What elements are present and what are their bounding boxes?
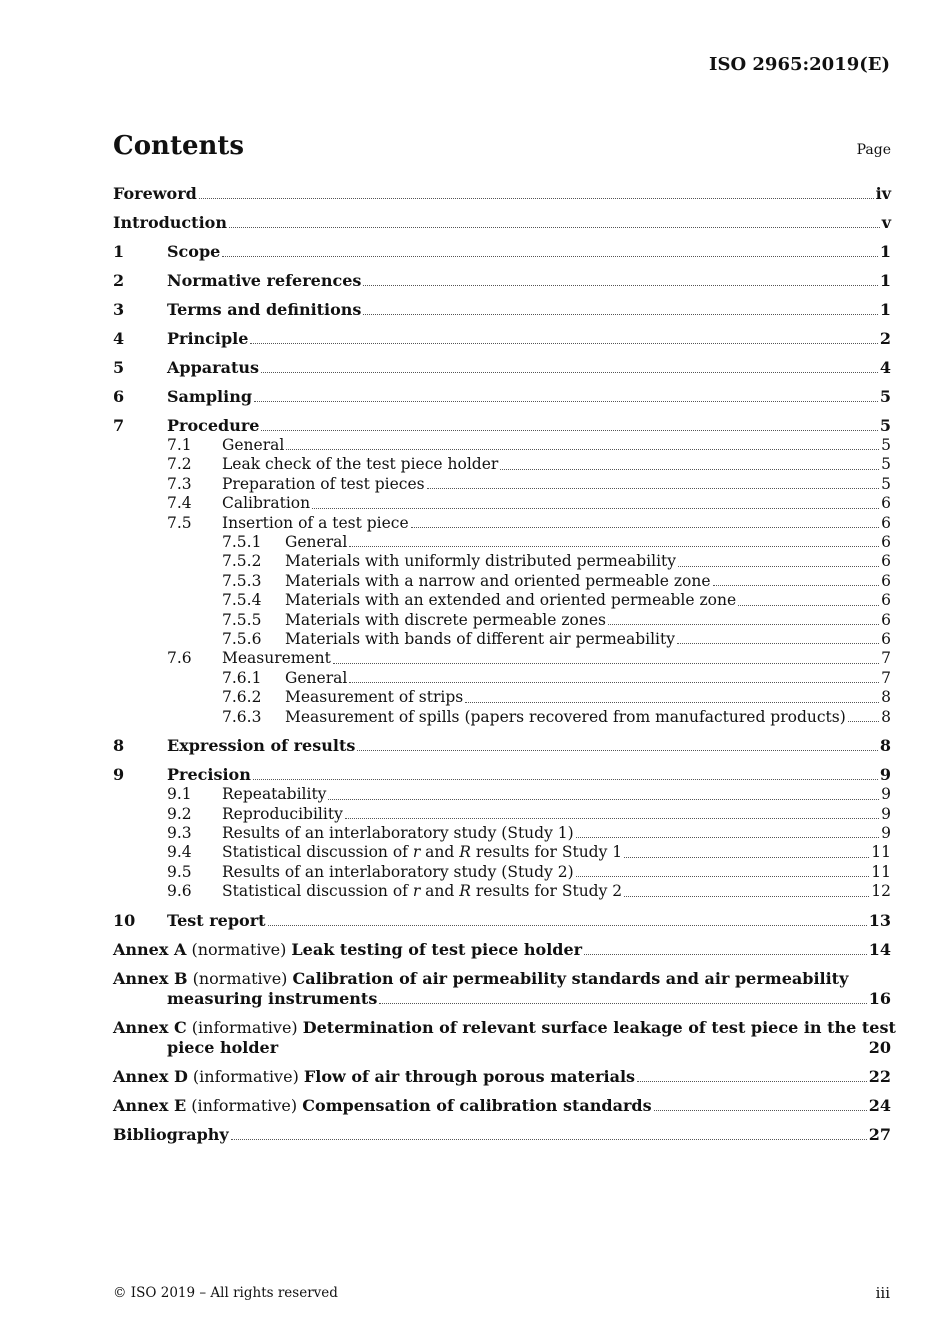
toc-title: Materials with a narrow and oriented permeable zone bbox=[285, 571, 711, 590]
dot-leader bbox=[427, 488, 880, 489]
copyright-notice: © ISO 2019 – All rights reserved bbox=[113, 1285, 338, 1301]
toc-title: Materials with bands of different air permeability bbox=[285, 630, 675, 649]
dot-leader bbox=[261, 430, 877, 431]
toc-entry-9-5[interactable] bbox=[113, 863, 891, 882]
toc-number: 7.5.2 bbox=[222, 552, 262, 571]
toc-entry-7-6-2[interactable] bbox=[113, 688, 891, 707]
toc-page: 5 bbox=[881, 436, 891, 454]
toc-title: Measurement of strips bbox=[285, 688, 464, 707]
toc-number: 9.6 bbox=[167, 882, 192, 901]
toc-number: 8 bbox=[113, 736, 125, 756]
annex-title: Leak testing of test piece holder bbox=[291, 939, 583, 959]
toc-title: Sampling bbox=[167, 387, 253, 406]
toc-title: Results of an interlaboratory study (Study 2) bbox=[222, 862, 574, 881]
toc-number: 10 bbox=[113, 910, 136, 930]
dot-leader bbox=[848, 721, 879, 722]
toc-page: 5 bbox=[879, 416, 891, 435]
toc-number: 7.3 bbox=[167, 474, 192, 493]
toc-title: Apparatus bbox=[167, 358, 259, 377]
toc-page: 11 bbox=[871, 843, 891, 862]
toc-page: 5 bbox=[881, 455, 891, 474]
dot-leader bbox=[253, 779, 878, 780]
toc-number: 9.2 bbox=[167, 804, 192, 823]
toc-number: 7.5.5 bbox=[222, 610, 262, 629]
toc-title: Calibration bbox=[222, 494, 311, 513]
page-number: iii bbox=[875, 1284, 890, 1302]
toc-entry-7-5-6[interactable] bbox=[113, 630, 891, 649]
dot-leader bbox=[678, 566, 879, 567]
toc-number: 7.4 bbox=[167, 494, 192, 513]
toc-page: 16 bbox=[868, 988, 891, 1008]
toc-entry-procedure[interactable] bbox=[113, 416, 891, 436]
toc-page: v bbox=[881, 213, 891, 232]
toc-entry-normative-references[interactable] bbox=[113, 271, 891, 291]
toc-title: Precision bbox=[167, 765, 251, 785]
table-of-contents bbox=[113, 184, 896, 1145]
toc-title: Leak check of the test piece holder bbox=[222, 455, 499, 474]
annex-label: Annex D bbox=[113, 1066, 188, 1086]
toc-title: Normative references bbox=[167, 271, 362, 290]
toc-title bbox=[222, 843, 622, 862]
toc-page: 20 bbox=[868, 1037, 891, 1057]
toc-entry-9-4[interactable] bbox=[113, 843, 891, 862]
dot-leader bbox=[465, 702, 879, 703]
toc-number: 2 bbox=[113, 271, 125, 290]
toc-entry-bibliography[interactable] bbox=[113, 1125, 891, 1145]
toc-page: 9 bbox=[881, 785, 891, 804]
toc-title: Test report bbox=[167, 910, 266, 930]
annex-continuation bbox=[113, 989, 891, 1009]
toc-page: 5 bbox=[881, 474, 891, 493]
title-part: Statistical discussion of bbox=[222, 882, 413, 901]
dot-leader bbox=[379, 1003, 866, 1004]
toc-entry-scope[interactable] bbox=[113, 242, 891, 262]
title-part: results for Study 1 bbox=[470, 843, 623, 862]
toc-entry-7-2[interactable] bbox=[113, 455, 891, 474]
toc-number: 6 bbox=[113, 387, 125, 406]
toc-entry-7-6-3[interactable] bbox=[113, 708, 891, 727]
toc-title: Preparation of test pieces bbox=[222, 474, 425, 493]
toc-title: Measurement of spills (papers recovered from manufactured products) bbox=[285, 707, 846, 726]
dot-leader bbox=[624, 857, 869, 858]
toc-page: 7 bbox=[881, 649, 891, 668]
toc-number: 7.5 bbox=[167, 513, 192, 532]
dot-leader bbox=[576, 837, 879, 838]
title-part: Statistical discussion of bbox=[222, 843, 413, 862]
dot-leader bbox=[411, 527, 879, 528]
toc-page: 13 bbox=[868, 910, 891, 930]
toc-entry-principle[interactable] bbox=[113, 329, 891, 349]
toc-title: Terms and definitions bbox=[167, 300, 362, 319]
dot-leader bbox=[713, 585, 880, 586]
dot-leader bbox=[268, 925, 867, 926]
toc-number: 7.6.1 bbox=[222, 668, 262, 687]
dot-leader bbox=[349, 546, 879, 547]
dot-leader bbox=[624, 896, 869, 897]
annex-kind: (informative) bbox=[186, 1095, 303, 1115]
toc-entry-7-5-2[interactable] bbox=[113, 552, 891, 571]
toc-title: General bbox=[285, 668, 348, 687]
dot-leader bbox=[576, 876, 870, 877]
toc-page: 1 bbox=[879, 242, 891, 261]
annex-label: Annex E bbox=[113, 1095, 187, 1115]
toc-entry-7-3[interactable] bbox=[113, 475, 891, 494]
dot-leader bbox=[229, 227, 880, 228]
annex-continuation bbox=[113, 1038, 891, 1058]
toc-number: 9.4 bbox=[167, 843, 192, 862]
toc-entry-7-5[interactable] bbox=[113, 514, 891, 533]
toc-title: Scope bbox=[167, 242, 221, 261]
toc-title: General bbox=[285, 533, 348, 552]
toc-title bbox=[222, 882, 622, 901]
toc-page: 1 bbox=[879, 271, 891, 290]
toc-entry-7-4[interactable] bbox=[113, 494, 891, 513]
toc-title: Materials with uniformly distributed permeability bbox=[285, 552, 677, 571]
toc-number: 7.6.3 bbox=[222, 707, 262, 726]
dot-leader bbox=[363, 285, 877, 286]
toc-entry-annex-b[interactable] bbox=[113, 969, 891, 1009]
toc-page: 24 bbox=[868, 1095, 891, 1115]
toc-title bbox=[113, 1096, 652, 1116]
toc-entry-test-report[interactable] bbox=[113, 911, 891, 931]
toc-number: 9.3 bbox=[167, 823, 192, 842]
toc-number: 7.5.6 bbox=[222, 630, 262, 649]
annex-title-continued: piece holder bbox=[167, 1037, 279, 1057]
toc-entry-terms-and-definitions[interactable] bbox=[113, 300, 891, 320]
toc-title: Reproducibility bbox=[222, 804, 343, 823]
toc-entry-annex-a[interactable] bbox=[113, 940, 891, 960]
toc-page: 8 bbox=[881, 707, 891, 726]
toc-page: 6 bbox=[881, 533, 891, 552]
annex-first-line bbox=[113, 969, 891, 989]
toc-number: 9 bbox=[113, 765, 125, 785]
dot-leader bbox=[328, 799, 879, 800]
dot-leader bbox=[286, 449, 879, 450]
toc-title: General bbox=[222, 436, 285, 454]
toc-entry-introduction[interactable] bbox=[113, 213, 891, 233]
toc-page: 6 bbox=[881, 513, 891, 532]
title-part: results for Study 2 bbox=[470, 882, 623, 901]
toc-title bbox=[113, 1067, 635, 1087]
toc-page: 9 bbox=[881, 804, 891, 823]
page-title: Contents bbox=[113, 131, 245, 161]
annex-kind: (normative) bbox=[187, 968, 293, 988]
annex-title: Determination of relevant surface leakage of test piece in the test bbox=[302, 1017, 896, 1037]
annex-label: Annex A bbox=[113, 939, 187, 959]
toc-number: 9.1 bbox=[167, 785, 192, 804]
symbol-r: r bbox=[412, 843, 421, 862]
document-id: ISO 2965:2019(E) bbox=[709, 54, 890, 75]
dot-leader bbox=[677, 643, 879, 644]
symbol-r: r bbox=[412, 882, 421, 901]
dot-leader bbox=[254, 401, 878, 402]
toc-title: Bibliography bbox=[113, 1124, 229, 1144]
toc-entry-9-2[interactable] bbox=[113, 805, 891, 824]
toc-entry-7-5-5[interactable] bbox=[113, 611, 891, 630]
toc-number: 9.5 bbox=[167, 862, 192, 881]
annex-title: Compensation of calibration standards bbox=[302, 1095, 652, 1115]
dot-leader bbox=[231, 1139, 867, 1140]
toc-number: 7.6 bbox=[167, 649, 192, 668]
annex-title: Calibration of air permeability standards and air permeability bbox=[292, 968, 849, 988]
toc-entry-9-6[interactable] bbox=[113, 882, 891, 901]
annex-label: Annex B bbox=[113, 968, 188, 988]
dot-leader bbox=[250, 343, 877, 344]
toc-entry-annex-d[interactable] bbox=[113, 1067, 891, 1087]
toc-page: 5 bbox=[879, 387, 891, 406]
symbol-R: R bbox=[459, 843, 471, 862]
toc-entry-expression-of-results[interactable] bbox=[113, 736, 891, 756]
toc-entry-7-6-1[interactable] bbox=[113, 669, 891, 688]
dot-leader bbox=[199, 198, 874, 199]
annex-title: Flow of air through porous materials bbox=[303, 1066, 636, 1086]
toc-page: 7 bbox=[881, 668, 891, 687]
toc-page: 11 bbox=[871, 862, 891, 881]
toc-page: 9 bbox=[879, 765, 891, 785]
toc-page: 27 bbox=[868, 1124, 891, 1144]
toc-number: 7 bbox=[113, 416, 125, 435]
toc-entry-apparatus[interactable] bbox=[113, 358, 891, 378]
title-part: and bbox=[420, 882, 460, 901]
toc-entry-foreword[interactable] bbox=[113, 184, 891, 204]
annex-kind: (informative) bbox=[187, 1066, 304, 1086]
toc-page: 2 bbox=[879, 329, 891, 348]
toc-title bbox=[113, 940, 582, 960]
toc-number: 1 bbox=[113, 242, 125, 261]
annex-title-continued: measuring instruments bbox=[167, 988, 378, 1008]
toc-page: 6 bbox=[881, 610, 891, 629]
toc-number: 7.2 bbox=[167, 455, 192, 474]
toc-page: 12 bbox=[871, 882, 891, 901]
dot-leader bbox=[333, 663, 879, 664]
dot-leader bbox=[637, 1081, 867, 1082]
toc-entry-annex-e[interactable] bbox=[113, 1096, 891, 1116]
toc-title: Materials with an extended and oriented permeable zone bbox=[285, 591, 737, 610]
toc-entry-7-5-3[interactable] bbox=[113, 572, 891, 591]
annex-label: Annex C bbox=[113, 1017, 187, 1037]
toc-title: Repeatability bbox=[222, 785, 327, 804]
toc-title: Insertion of a test piece bbox=[222, 513, 409, 532]
toc-page: 14 bbox=[868, 939, 891, 959]
toc-page: 4 bbox=[879, 358, 891, 377]
toc-entry-9-3[interactable] bbox=[113, 824, 891, 843]
dot-leader bbox=[357, 750, 878, 751]
toc-page: 8 bbox=[881, 688, 891, 707]
toc-page: 22 bbox=[868, 1066, 891, 1086]
dot-leader bbox=[345, 818, 879, 819]
toc-title: Measurement bbox=[222, 649, 331, 668]
dot-leader bbox=[261, 372, 878, 373]
annex-kind: (normative) bbox=[186, 939, 292, 959]
toc-title: Results of an interlaboratory study (Study 1) bbox=[222, 823, 574, 842]
dot-leader bbox=[608, 624, 879, 625]
toc-number: 5 bbox=[113, 358, 125, 377]
toc-entry-9-1[interactable] bbox=[113, 785, 891, 804]
symbol-R: R bbox=[459, 882, 471, 901]
title-part: and bbox=[420, 843, 460, 862]
toc-entry-7-6[interactable] bbox=[113, 649, 891, 668]
toc-page: 6 bbox=[881, 494, 891, 513]
toc-entry-precision[interactable] bbox=[113, 765, 891, 785]
toc-number: 7.5.1 bbox=[222, 533, 262, 552]
toc-number: 7.6.2 bbox=[222, 688, 262, 707]
dot-leader bbox=[738, 605, 879, 606]
dot-leader bbox=[312, 508, 879, 509]
toc-page: 8 bbox=[879, 736, 891, 756]
dot-leader bbox=[363, 314, 877, 315]
dot-leader bbox=[584, 954, 867, 955]
toc-page: 6 bbox=[881, 591, 891, 610]
toc-title: Expression of results bbox=[167, 736, 356, 756]
toc-entry-sampling[interactable] bbox=[113, 387, 891, 407]
toc-page: 1 bbox=[879, 300, 891, 319]
dot-leader bbox=[222, 256, 878, 257]
toc-page: 6 bbox=[881, 571, 891, 590]
toc-page: iv bbox=[875, 184, 891, 203]
toc-title: Introduction bbox=[113, 213, 227, 232]
toc-entry-7-5-1[interactable] bbox=[113, 533, 891, 552]
dot-leader bbox=[654, 1110, 867, 1111]
toc-number: 7.5.3 bbox=[222, 571, 262, 590]
page-column-label: Page bbox=[856, 142, 891, 158]
toc-number: 7.5.4 bbox=[222, 591, 262, 610]
toc-title: Procedure bbox=[167, 416, 260, 435]
toc-number: 4 bbox=[113, 329, 125, 348]
toc-title: Foreword bbox=[113, 184, 197, 203]
dot-leader bbox=[500, 469, 879, 470]
toc-entry-annex-c[interactable] bbox=[113, 1017, 896, 1058]
annex-first-line bbox=[113, 1017, 896, 1038]
toc-title: Principle bbox=[167, 329, 249, 348]
toc-page: 9 bbox=[881, 823, 891, 842]
toc-number: 7.1 bbox=[167, 436, 192, 454]
annex-kind: (informative) bbox=[186, 1017, 303, 1037]
toc-page: 6 bbox=[881, 552, 891, 571]
toc-title: Materials with discrete permeable zones bbox=[285, 610, 606, 629]
toc-page: 6 bbox=[881, 630, 891, 649]
dot-leader bbox=[280, 1052, 867, 1053]
toc-entry-7-5-4[interactable] bbox=[113, 591, 891, 610]
toc-number: 3 bbox=[113, 300, 125, 319]
dot-leader bbox=[349, 682, 879, 683]
toc-entry-7-1[interactable] bbox=[113, 436, 891, 455]
